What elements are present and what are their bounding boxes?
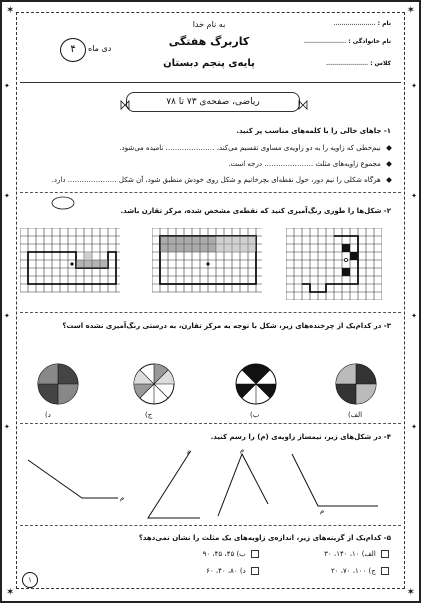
spinner-b[interactable] xyxy=(232,360,280,408)
butterfly-icon xyxy=(120,95,130,105)
spinner-a-label: الف) xyxy=(348,411,363,419)
checkbox-icon[interactable] xyxy=(251,550,259,558)
symmetry-grid-1[interactable] xyxy=(20,228,120,296)
border-star-icon: ✦ xyxy=(411,423,417,431)
corner-star-icon: ✶ xyxy=(406,587,415,598)
q1-item-a-text[interactable]: نیم‌خطی که زاویه را به دو زاویه‌ی مساوی تقسیم می‌کند، ………………… نامیده می‌شود. xyxy=(119,144,381,152)
bullet-icon xyxy=(386,177,392,183)
section-divider xyxy=(20,192,401,193)
q1-item-b-text[interactable]: مجموع زاویه‌های مثلث ………………… درجه است. xyxy=(228,160,381,168)
checkbox-icon[interactable] xyxy=(251,567,259,575)
border-star-icon: ✦ xyxy=(4,423,10,431)
q5-option-c-text: ج) ۱۰۰، ۷۰، ۲۰ xyxy=(330,567,376,575)
butterfly-icon xyxy=(298,95,308,105)
symmetry-grid-2[interactable] xyxy=(152,228,262,298)
page-number-badge xyxy=(22,572,38,588)
header-divider xyxy=(20,82,401,83)
q2-title: ۲- شکل‌ها را طوری رنگ‌آمیزی کنید که نقطه‌ی مشخص شده، مرکز تقارن باشد. xyxy=(120,207,391,215)
border-star-icon: ✦ xyxy=(411,312,417,320)
name-field[interactable]: ………………… xyxy=(333,20,376,27)
subject-banner xyxy=(126,92,300,112)
cartoon-icon xyxy=(50,195,76,209)
q5-option-b-text: ب) ۴۵، ۴۵، ۹۰ xyxy=(202,550,246,558)
angle-vertex-label: م xyxy=(240,446,245,454)
border-star-icon: ✦ xyxy=(4,192,10,200)
spinner-c[interactable] xyxy=(130,360,178,408)
worksheet-number: ۴ xyxy=(70,44,76,55)
q1-title: ۱- جاهای خالی را با کلمه‌های مناسب پر کنید. xyxy=(236,127,391,135)
name-label: نام : xyxy=(377,20,391,27)
angle-figure-1[interactable] xyxy=(26,450,126,510)
corner-star-icon: ✶ xyxy=(6,5,15,16)
class-label: کلاس : xyxy=(370,60,391,67)
page-number: ۱ xyxy=(28,576,32,584)
q3-title: ۳- در کدام‌یک از چرخنده‌های زیر، شکل با توجه به مرکز تقارن، به درستی رنگ‌آمیزی نشده است؟ xyxy=(62,322,391,330)
angle-figure-3[interactable] xyxy=(216,452,270,518)
q1-item-a xyxy=(119,144,391,152)
spinner-c-label: ج) xyxy=(145,411,153,419)
grade-text: پایه‌ی پنجم دبستان xyxy=(163,58,255,69)
q1-item-b xyxy=(228,160,391,168)
class-field[interactable]: ………………… xyxy=(326,60,369,67)
q5-option-d-text: د) ۸۰، ۴۰، ۶۰ xyxy=(206,567,246,575)
spinner-b-label: ب) xyxy=(250,411,260,419)
q4-title: ۴- در شکل‌های زیر، نیمساز زاویه‌ی (م) را رسم کنید. xyxy=(210,433,391,441)
subject-banner-text: ریاضی، صفحه‌ی ۷۳ تا ۷۸ xyxy=(166,97,260,107)
border-star-icon: ✦ xyxy=(4,312,10,320)
student-info xyxy=(281,20,391,82)
angle-figure-2[interactable] xyxy=(146,450,202,522)
family-field[interactable]: ………………… xyxy=(304,38,347,45)
spinner-a[interactable] xyxy=(332,360,380,408)
bullet-icon xyxy=(386,161,392,167)
bullet-icon xyxy=(386,145,392,151)
month-text: دی ماه xyxy=(88,44,112,53)
checkbox-icon[interactable] xyxy=(381,550,389,558)
border-star-icon: ✦ xyxy=(4,82,10,90)
bismillah-text: به نام خدا xyxy=(192,20,226,29)
q5-option-b[interactable] xyxy=(149,550,259,558)
family-label: نام خانوادگی : xyxy=(348,38,391,45)
border-star-icon: ✦ xyxy=(411,192,417,200)
angle-vertex-label: م xyxy=(320,507,325,515)
spinner-d[interactable] xyxy=(34,360,82,408)
section-divider xyxy=(20,525,401,526)
symmetry-grid-3[interactable] xyxy=(286,228,382,300)
angle-vertex-label: م xyxy=(187,447,192,455)
border-star-icon: ✦ xyxy=(411,82,417,90)
angle-vertex-label: م xyxy=(120,494,125,502)
q5-option-c[interactable] xyxy=(279,567,389,575)
q5-option-a-text: الف) ۱۰، ۱۴۰، ۳۰ xyxy=(324,550,376,558)
spinner-d-label: د) xyxy=(45,411,51,419)
section-divider xyxy=(20,423,401,424)
q5-title: ۵- کدام‌یک از گزینه‌های زیر، اندازه‌ی زاویه‌های یک مثلث را نشان نمی‌دهد؟ xyxy=(138,534,391,542)
q5-option-d[interactable] xyxy=(149,567,259,575)
section-divider xyxy=(20,312,401,313)
angle-figure-4[interactable] xyxy=(288,452,382,522)
q5-option-a[interactable] xyxy=(279,550,389,558)
q1-item-c xyxy=(52,176,391,184)
worksheet-number-badge xyxy=(60,38,86,62)
worksheet-title: کاربرگ هفتگی xyxy=(168,35,250,48)
corner-star-icon: ✶ xyxy=(6,587,15,598)
checkbox-icon[interactable] xyxy=(381,567,389,575)
corner-star-icon: ✶ xyxy=(406,5,415,16)
q1-item-c-text[interactable]: هرگاه شکلی را نیم دور، حول نقطه‌ای بچرخانیم و شکل روی خودش منطبق شود، آن شکل ………………… دارد. xyxy=(51,176,381,184)
